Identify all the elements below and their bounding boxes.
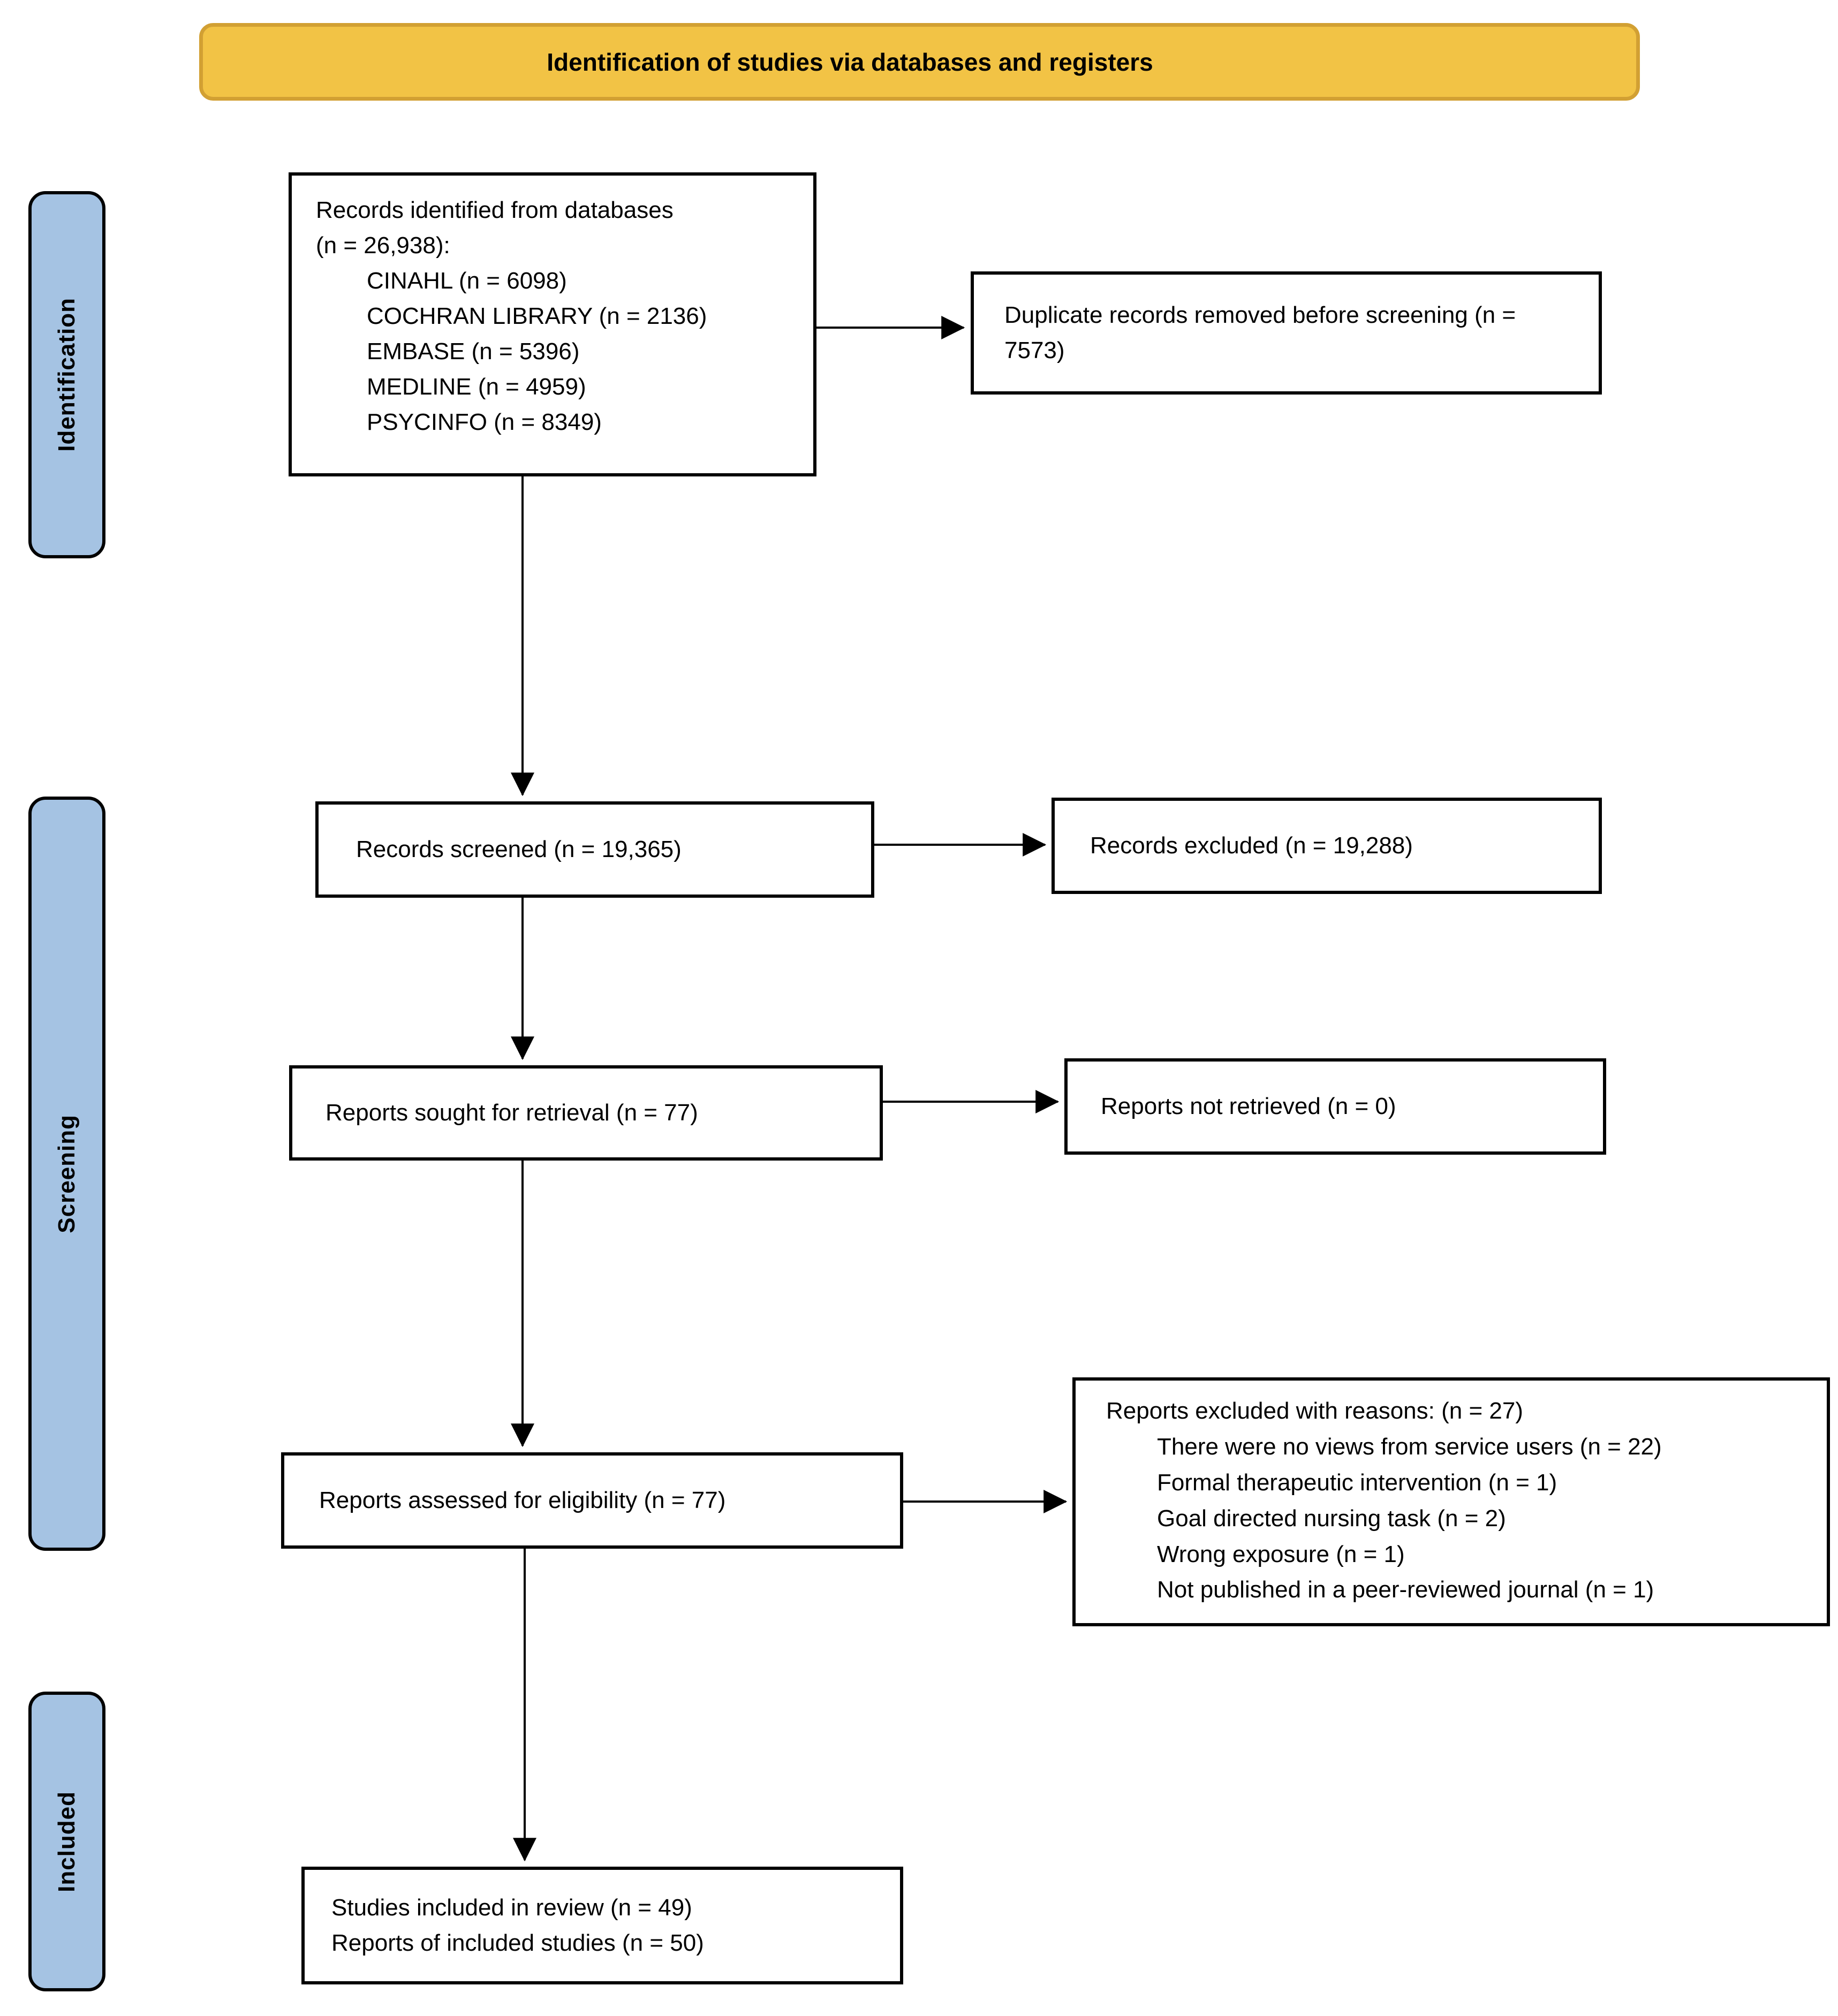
reports-sought-text: Reports sought for retrieval (n = 77) (326, 1100, 698, 1126)
excluded-reason-item: Formal therapeutic intervention (n = 1) (1157, 1469, 1557, 1496)
records-identified-box (289, 172, 816, 476)
reports-not-retrieved-box (1064, 1058, 1606, 1155)
duplicates-removed-text: Duplicate records removed before screening (n = 7573) (1004, 302, 1516, 363)
studies-included-line: Studies included in review (n = 49) (331, 1894, 692, 1921)
stage-label-included: Included (54, 1791, 80, 1892)
database-item-cinahl: CINAHL (n = 6098) (367, 268, 567, 294)
stage-band-screening (28, 797, 105, 1551)
banner-label: Identification of studies via databases and registers (547, 48, 1153, 76)
database-item-psycinfo: PSYCINFO (n = 8349) (367, 409, 602, 435)
records-screened-text: Records screened (n = 19,365) (356, 836, 682, 862)
banner-identification-via-databases (199, 23, 1640, 101)
excluded-reason-item: Not published in a peer-reviewed journal (n = 1) (1157, 1577, 1654, 1603)
records-excluded-box (1052, 798, 1602, 894)
duplicates-removed-box (971, 271, 1602, 395)
database-item-medline: MEDLINE (n = 4959) (367, 374, 586, 400)
reports-sought-box (289, 1065, 883, 1161)
studies-included-line: Reports of included studies (n = 50) (331, 1930, 704, 1956)
excluded-reason-item: Goal directed nursing task (n = 2) (1157, 1505, 1506, 1532)
records-identified-line: (n = 26,938): (316, 232, 450, 259)
studies-included-box (301, 1867, 903, 1984)
database-item-embase: EMBASE (n = 5396) (367, 338, 580, 365)
records-screened-box (315, 801, 874, 898)
reports-assessed-box (281, 1452, 903, 1549)
excluded-reason-item: There were no views from service users (n = 22) (1157, 1433, 1662, 1460)
stage-band-identification (28, 191, 105, 558)
records-excluded-text: Records excluded (n = 19,288) (1090, 832, 1413, 859)
stage-label-screening: Screening (54, 1114, 80, 1233)
reports-not-retrieved-text: Reports not retrieved (n = 0) (1101, 1093, 1396, 1119)
reports-assessed-text: Reports assessed for eligibility (n = 77) (319, 1487, 726, 1513)
stage-band-included (28, 1692, 105, 1991)
excluded-reasons-title: Reports excluded with reasons: (n = 27) (1106, 1398, 1523, 1424)
reports-excluded-reasons-box (1072, 1377, 1830, 1626)
records-identified-line: Records identified from databases (316, 197, 674, 223)
database-item-cochran: COCHRAN LIBRARY (n = 2136) (367, 303, 707, 329)
excluded-reason-item: Wrong exposure (n = 1) (1157, 1541, 1405, 1567)
stage-label-identification: Identification (54, 298, 80, 452)
